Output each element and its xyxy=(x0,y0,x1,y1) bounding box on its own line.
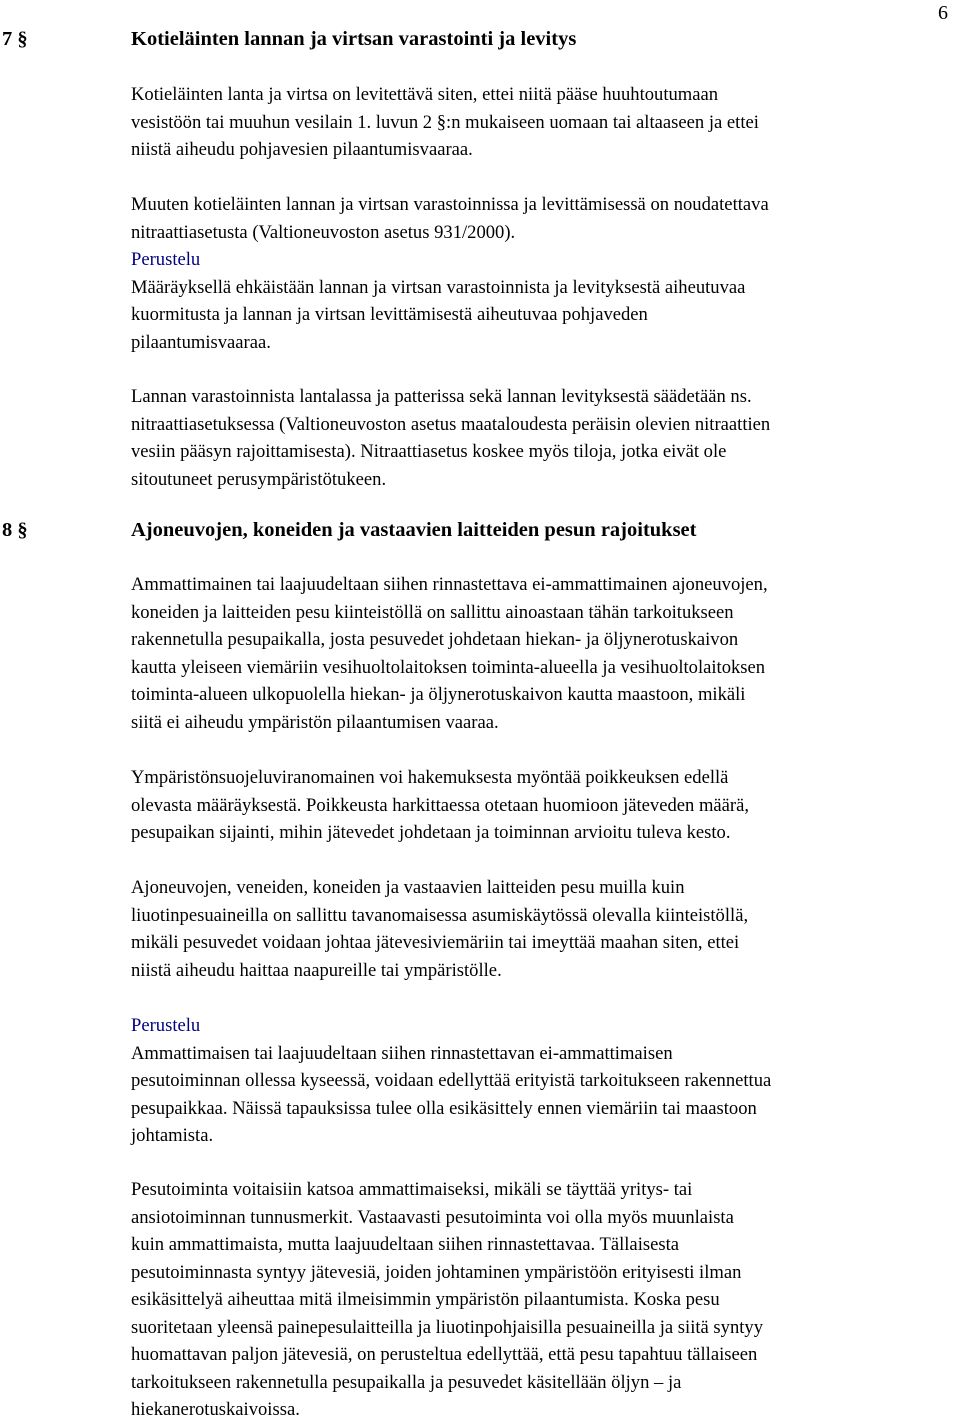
text-line: esikäsittelyä aiheuttaa mitä ilmeisimmin ympäristön pilaantumista. Koska pesu xyxy=(131,1289,720,1310)
text-line: tarkoitukseen rakennetulla pesupaikalla ja pesuvedet käsitellään öljyn – ja xyxy=(131,1371,682,1393)
text-line: pesutoiminnan ollessa kyseessä, voidaan edellyttää erityistä tarkoitukseen rakennettua xyxy=(131,1070,772,1091)
section-7-title: Kotieläinten lannan ja virtsan varastointi ja levitys xyxy=(131,28,577,50)
text-line: pesupaikan sijainti, mihin jätevedet johdetaan ja toiminnan arvioitu tuleva kesto. xyxy=(131,822,731,843)
section-8-number: 8 § xyxy=(2,519,28,541)
text-line: johtamista. xyxy=(131,1125,214,1146)
text-line: pesutoiminnasta syntyy jätevesiä, joiden johtaminen ympäristöön erityisesti ilman xyxy=(131,1261,742,1283)
section-7-paragraph-1 xyxy=(131,81,957,164)
text-line: Lannan varastoinnista lantalassa ja patterissa sekä lannan levityksestä säädetään ns. xyxy=(131,386,752,407)
text-line: nitraattiasetusta (Valtioneuvoston asetus 931/2000). xyxy=(131,221,516,243)
section-7-paragraph-2 xyxy=(131,191,957,356)
text-line: Kotieläinten lanta ja virtsa on levitettävä siten, ettei niitä pääse huuhtoutumaan xyxy=(131,84,719,105)
text-line: olevasta määräyksestä. Poikkeusta harkittaessa otetaan huomioon jäteveden määrä, xyxy=(131,794,750,816)
section-8-paragraph-1 xyxy=(131,571,957,736)
text-line: Pesutoiminta voitaisiin katsoa ammattimaiseksi, mikäli se täyttää yritys- tai xyxy=(131,1179,693,1200)
section-7-number: 7 § xyxy=(2,28,28,50)
text-line: Ammattimainen tai laajuudeltaan siihen rinnastettava ei-ammattimainen ajoneuvojen, xyxy=(131,574,768,595)
text-line: kautta yleiseen viemäriin vesihuoltolaitoksen toiminta-alueella ja vesihuoltolaitoksen xyxy=(131,656,766,678)
text-line: Ammattimaisen tai laajuudeltaan siihen rinnastettavan ei-ammattimaisen xyxy=(131,1042,673,1064)
perustelu-label: Perustelu xyxy=(131,249,201,270)
text-line: niistä aiheudu haittaa naapureille tai ympäristölle. xyxy=(131,959,502,981)
section-8-justification xyxy=(131,1012,957,1150)
text-line: vesistöön tai muuhun vesilain 1. luvun 2 §:n mukaiseen uomaan tai altaaseen ja ettei xyxy=(131,111,759,133)
section-8-paragraph-5 xyxy=(131,1176,957,1424)
text-line: Määräyksellä ehkäistään lannan ja virtsan varastoinnista ja levityksestä aiheutuvaa xyxy=(131,276,746,298)
text-line: ansiotoiminnan tunnusmerkit. Vastaavasti pesutoiminta voi olla myös muunlaista xyxy=(131,1206,734,1228)
page-number: 6 xyxy=(938,2,948,24)
text-line: kuormitusta ja lannan ja virtsan levittämisestä aiheutuvaa pohjaveden xyxy=(131,304,648,325)
text-line: Ympäristönsuojeluviranomainen voi hakemuksesta myöntää poikkeuksen edellä xyxy=(131,767,729,788)
text-line: niistä aiheudu pohjavesien pilaantumisvaaraa. xyxy=(131,139,473,160)
section-8-title: Ajoneuvojen, koneiden ja vastaavien laitteiden pesun rajoitukset xyxy=(131,519,697,541)
text-line: nitraattiasetuksessa (Valtioneuvoston asetus maataloudesta peräisin olevien nitraattien xyxy=(131,413,771,435)
text-line: toiminta-alueen ulkopuolella hiekan- ja öljynerotuskaivon kautta maastoon, mikäli xyxy=(131,684,746,705)
text-line: vesiin pääsyn rajoittamisesta). Nitraattiasetus koskee myös tiloja, jotka eivät ole xyxy=(131,441,727,462)
text-line: liuotinpesuaineilla on sallittu tavanomaisessa asumiskäytössä olevalla kiinteistöllä, xyxy=(131,904,749,926)
text-line: rakennetulla pesupaikalla, josta pesuvedet johdetaan hiekan- ja öljynerotuskaivon xyxy=(131,629,739,650)
text-line: pilaantumisvaaraa. xyxy=(131,331,271,353)
perustelu-label: Perustelu xyxy=(131,1015,201,1036)
text-line: sitoutuneet perusympäristötukeen. xyxy=(131,468,387,490)
text-line: suoritetaan yleensä painepesulaitteilla ja liuotinpohjaisilla pesuaineilla ja siitä syntyy xyxy=(131,1316,764,1338)
section-8-paragraph-2 xyxy=(131,764,957,847)
text-line: siitä ei aiheudu ympäristön pilaantumisen vaaraa. xyxy=(131,711,499,733)
text-line: Muuten kotieläinten lannan ja virtsan varastoinnissa ja levittämisessä on noudatettava xyxy=(131,194,769,215)
text-line: hiekanerotuskaivoissa. xyxy=(131,1399,300,1420)
text-line: koneiden ja laitteiden pesu kiinteistöllä on sallittu ainoastaan tähän tarkoitukseen xyxy=(131,601,734,623)
text-line: pesupaikkaa. Näissä tapauksissa tulee olla esikäsittely ennen viemäriin tai maastoon xyxy=(131,1097,757,1119)
text-line: huomattavan paljon jätevesiä, on perusteltua edellyttää, että pesu tapahtuu tällaiseen xyxy=(131,1344,758,1365)
text-line: Ajoneuvojen, veneiden, koneiden ja vastaavien laitteiden pesu muilla kuin xyxy=(131,877,685,898)
text-line: kuin ammattimaista, mutta laajuudeltaan siihen rinnastettavaa. Tällaisesta xyxy=(131,1234,679,1255)
section-7-paragraph-4 xyxy=(131,383,957,493)
text-line: mikäli pesuvedet voidaan johtaa jätevesiviemäriin tai imeyttää maahan siten, ettei xyxy=(131,932,740,953)
section-8-paragraph-3 xyxy=(131,874,957,984)
